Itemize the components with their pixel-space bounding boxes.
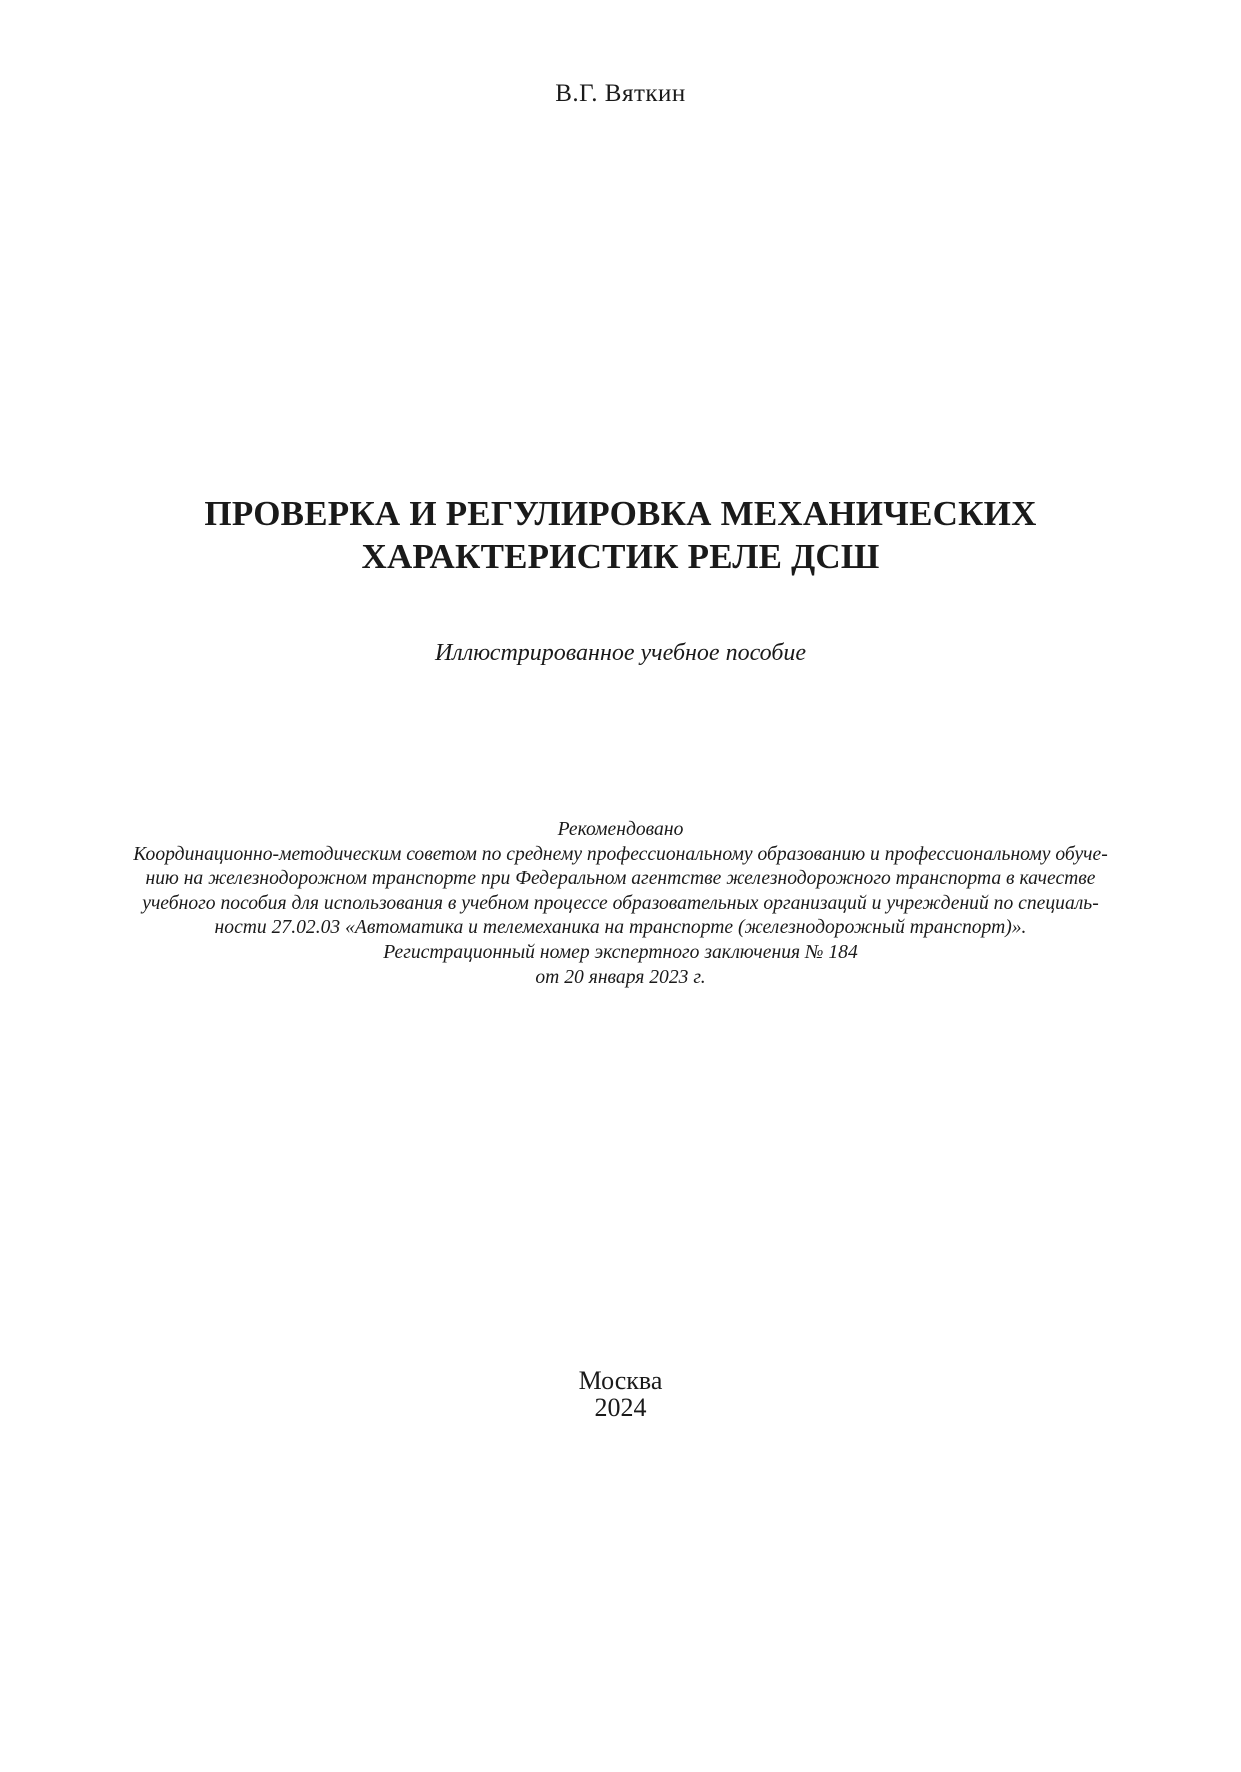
recommendation-line: учебного пособия для использования в учебном процессе образовательных организаций и учреждений по специаль- — [142, 892, 1099, 914]
recommendation-line: Координационно-методическим советом по среднему профессиональному образованию и профессиональному обуче- — [133, 843, 1108, 865]
publication-city: Москва — [578, 1366, 663, 1395]
publication-year: 2024 — [594, 1393, 647, 1422]
book-title-line-2: ХАРАКТЕРИСТИК РЕЛЕ ДСШ — [361, 537, 880, 576]
registration-date: от 20 января 2023 г. — [535, 966, 706, 988]
recommendation-block — [88, 818, 1153, 990]
registration-number: Регистрационный номер экспертного заключения № 184 — [383, 941, 858, 963]
imprint — [0, 1367, 1241, 1421]
recommendation-heading: Рекомендовано — [557, 819, 684, 840]
recommendation-line: ности 27.02.03 «Автоматика и телемеханика на транспорте (железнодорожный транспорт)». — [214, 917, 1027, 939]
recommendation-line: нию на железнодорожном транспорте при Федеральном агентстве железнодорожного транспорта в качестве — [145, 868, 1096, 890]
book-subtitle: Иллюстрированное учебное пособие — [434, 640, 807, 666]
author-name: В.Г. Вяткин — [555, 80, 686, 107]
book-title — [0, 492, 1241, 578]
book-title-line-1: ПРОВЕРКА И РЕГУЛИРОВКА МЕХАНИЧЕСКИХ — [204, 494, 1037, 533]
